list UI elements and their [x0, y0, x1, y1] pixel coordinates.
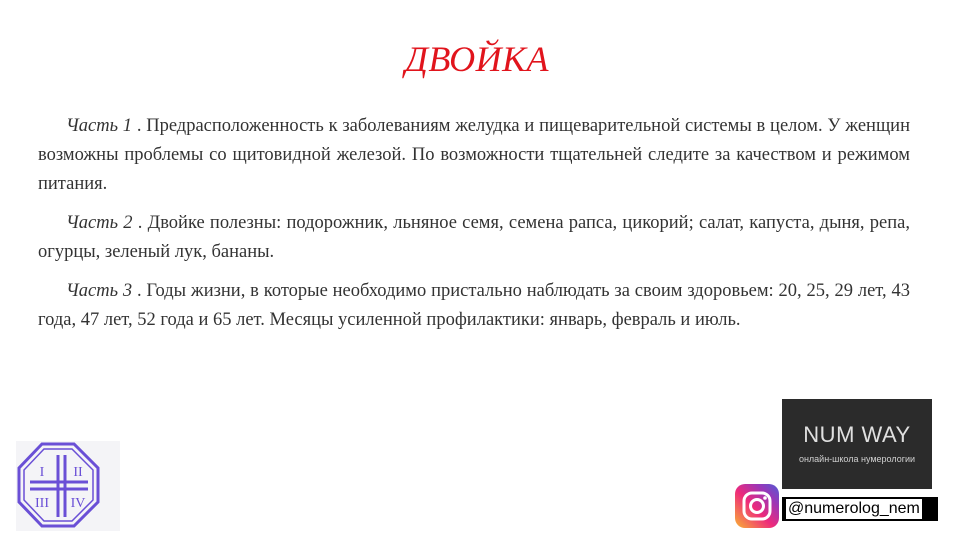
quadrant-roman-numerals-logo-icon	[16, 441, 120, 531]
numeral-1: I	[39, 465, 45, 480]
slide-content	[38, 112, 910, 345]
part-label: Часть 2	[66, 213, 133, 233]
instagram-glyph-icon	[735, 484, 779, 528]
instagram-handle: @numerolog_nem	[788, 500, 920, 517]
instagram-icon[interactable]	[735, 484, 779, 528]
part-label: Часть 1	[66, 116, 133, 136]
brand-block	[782, 399, 932, 489]
numerology-logo	[16, 441, 120, 531]
instagram-handle-box[interactable]	[782, 497, 938, 521]
part-label: Часть 3	[66, 281, 133, 301]
paragraph-text: . Двойке полезны: подорожник, льняное семя, семена рапса, цикорий; салат, капуста, дыня, репа, огурцы, зеленый лук, бананы.	[38, 213, 910, 262]
numeral-3: III	[35, 496, 49, 511]
paragraph-part-3	[38, 277, 910, 335]
paragraph-text: . Предрасположенность к заболеваниям желудка и пищеварительной системы в целом. У женщин возможны проблемы со щитовидной железой. По возможности тщательней следите за качеством и режимом питания.	[38, 116, 910, 194]
numeral-4: IV	[70, 496, 86, 511]
paragraph-part-2	[38, 209, 910, 267]
brand-name: NUM WAY	[803, 422, 911, 447]
slide-title: ДВОЙКА	[404, 39, 550, 79]
numeral-2: II	[73, 465, 83, 480]
brand-subtitle: онлайн-школа нумерологии	[798, 454, 916, 464]
paragraph-text: . Годы жизни, в которые необходимо пристально наблюдать за своим здоровьем: 20, 25, 29 лет, 43 года, 47 лет, 52 года и 65 лет. Месяцы усиленной профилактики: январь, февраль и июль.	[38, 281, 910, 330]
paragraph-part-1	[38, 112, 910, 199]
